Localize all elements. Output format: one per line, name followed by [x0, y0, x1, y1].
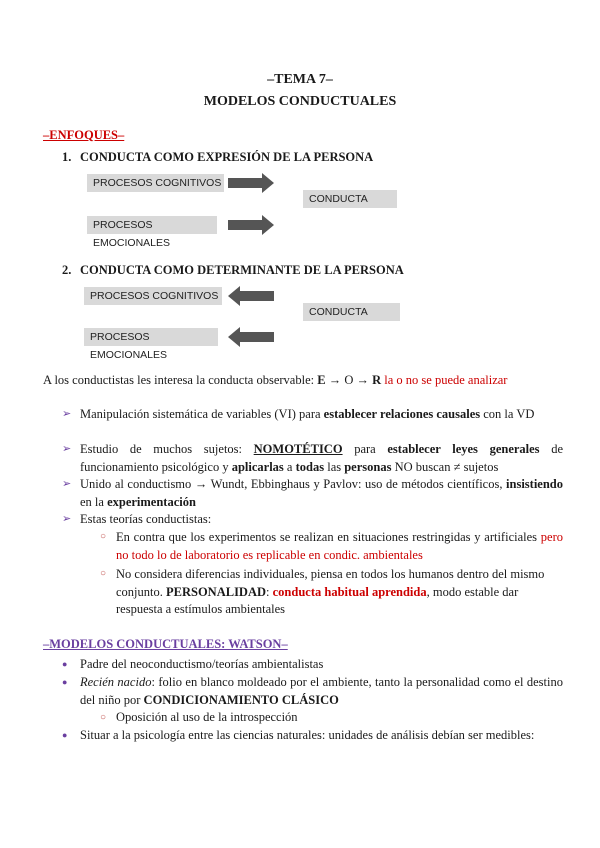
arrow-right-icon: [228, 173, 274, 193]
watson-bullet-recien-nacido: Recién nacido: folio en blanco moldeado por el ambiente, tanto la personalidad como el destino del niño por CONDICIONAMIENTO CLÁSICO: [80, 675, 563, 707]
box-procesos-emocionales-1: PROCESOS EMOCIONALES: [87, 216, 217, 234]
item2-number: 2.: [62, 263, 72, 277]
circle-bullet-icon: ○: [100, 531, 107, 542]
dot-bullet-icon: ●: [62, 659, 68, 669]
bullet-unido-conductismo: Unido al conductismo → Wundt, Ebbinghaus y Pavlov: uso de métodos científicos, insistiendo en la experimentación: [80, 477, 563, 509]
box-conducta-1: CONDUCTA: [303, 190, 397, 208]
arrow-bullet-icon: ➢: [62, 513, 72, 525]
bullet-manipulacion: Manipulación sistemática de variables (VI) para establecer relaciones causales con la VD: [80, 407, 535, 421]
watson-sub-introspeccion: Oposición al uso de la introspección: [116, 710, 298, 724]
dot-bullet-icon: ●: [62, 730, 68, 740]
title-tema: –TEMA 7–: [267, 72, 333, 87]
watson-bullet-padre: Padre del neoconductismo/teorías ambientalistas: [80, 657, 324, 671]
circle-bullet-icon: ○: [100, 712, 107, 723]
conductistas-intro: A los conductistas les interesa la conducta observable: E → O → R la o no se puede analizar: [43, 373, 508, 387]
section-enfoques: –ENFOQUES–: [43, 128, 125, 142]
box-procesos-emocionales-2: PROCESOS EMOCIONALES: [84, 328, 218, 346]
sub-bullet-experimentos: En contra que los experimentos se realizan en situaciones restringidas y artificiales pero no todo lo de laboratorio es replicable en condic. ambientales: [116, 530, 563, 562]
sub-bullet-personalidad: No considera diferencias individuales, piensa en todos los humanos dentro del mismo conjunto. PERSONALIDAD: conducta habitual aprendida, modo estable dar respuesta a estímulos ambientales: [116, 567, 545, 616]
item1-title: CONDUCTA COMO EXPRESIÓN DE LA PERSONA: [80, 150, 374, 164]
box-conducta-2: CONDUCTA: [303, 303, 400, 321]
arrow-right-icon: [228, 215, 274, 235]
bullet-teorias: Estas teorías conductistas:: [80, 512, 212, 526]
arrow-left-icon: [228, 286, 274, 306]
arrow-bullet-icon: ➢: [62, 443, 72, 455]
dot-bullet-icon: ●: [62, 677, 68, 687]
watson-bullet-ciencias-naturales: Situar a la psicología entre las ciencias naturales: unidades de análisis debían ser medibles:: [80, 728, 535, 742]
bullet-nomotetico: Estudio de muchos sujetos: NOMOTÉTICO para establecer leyes generales de funcionamiento psicológico y aplicarlas a todas las personas NO buscan ≠ sujetos: [80, 442, 563, 474]
arrow-left-icon: [228, 327, 274, 347]
circle-bullet-icon: ○: [100, 568, 107, 579]
item1-number: 1.: [62, 150, 72, 164]
arrow-bullet-icon: ➢: [62, 478, 72, 490]
item2-title: CONDUCTA COMO DETERMINANTE DE LA PERSONA: [80, 263, 404, 277]
box-procesos-cognitivos-2: PROCESOS COGNITIVOS: [84, 287, 222, 305]
section-watson: –MODELOS CONDUCTUALES: WATSON–: [43, 637, 288, 651]
page-title: MODELOS CONDUCTUALES: [203, 94, 397, 109]
box-procesos-cognitivos-1: PROCESOS COGNITIVOS: [87, 174, 224, 192]
arrow-bullet-icon: ➢: [62, 408, 72, 420]
